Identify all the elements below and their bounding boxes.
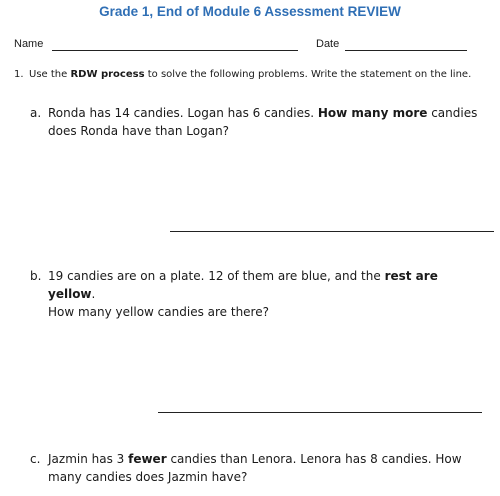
answer-line-a[interactable] [170,231,494,232]
part-a-text: Ronda has 14 candies. Logan has 6 candies. How many more candies does Ronda have than Logan? [48,106,478,138]
part-a-emphasis: How many more [317,106,428,120]
name-date-row [14,38,484,54]
name-field-line[interactable] [52,50,298,51]
date-field-line[interactable] [345,50,467,51]
name-label: Name [14,38,44,50]
part-b-question: How many yellow candies are there? [48,305,269,319]
part-c-emphasis: fewer [128,452,167,466]
part-a-label: a. [30,106,42,120]
question-instructions: Use the RDW process to solve the following problems. Write the statement on the line. [29,69,472,80]
part-b-label: b. [30,269,42,283]
part-b-emphasis: rest are yellow [48,269,438,301]
rdw-process-emphasis: RDW process [70,69,145,80]
part-b-text: 19 candies are on a plate. 12 of them are blue, and the rest are yellow. How many yellow candies are there? [48,269,438,319]
page-title: Grade 1, End of Module 6 Assessment REVIEW [99,4,401,19]
part-c-label: c. [30,452,41,466]
answer-line-b[interactable] [158,412,482,413]
date-label: Date [316,38,340,50]
part-c-text: Jazmin has 3 fewer candies than Lenora. Lenora has 8 candies. How many candies does Jazmin have? [48,452,462,484]
question-number: 1. [14,69,24,80]
